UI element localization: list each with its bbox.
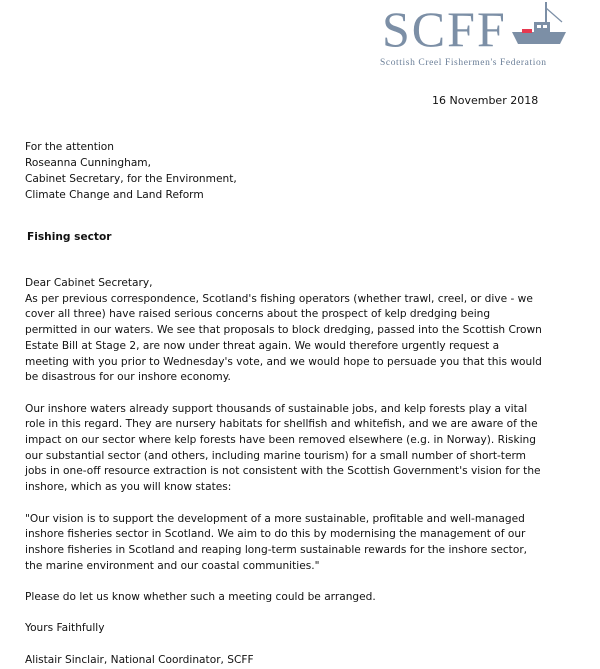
fishing-boat-icon (508, 0, 568, 60)
greeting: Dear Cabinet Secretary, (25, 277, 153, 289)
subject-line: Fishing sector (27, 231, 112, 243)
scff-logo: SCFF (382, 1, 507, 57)
paragraph-2: Our inshore waters already support thousands of sustainable jobs, and kelp forests play a vital role in this regard. They are nursery habitats for shellfish and whitefish, and we are aware of the impact on our sector where kelp forests have been removed elsewhere (e.g. in Norway). Risking our substantial sector (and others, including marine tourism) for a small number of short-term jobs in one-off resource extraction is not consistent with the Scottish Government's vision for the inshore, which as you will know states: (25, 402, 541, 494)
letter-date: 16 November 2018 (432, 94, 539, 107)
signoff: Yours Faithfully (25, 622, 105, 635)
recipient-block (25, 139, 237, 203)
letter-body (25, 276, 545, 669)
recipient-line: For the attention (25, 141, 114, 153)
paragraph-4: Please do let us know whether such a meeting could be arranged. (25, 591, 376, 604)
body-intro (25, 276, 545, 386)
paragraph-1: As per previous correspondence, Scotland's fishing operators (whether trawl, creel, or dive - we cover all three) have raised serious concerns about the prospect of kelp dredging being permitted in our waters. We see that proposals to block dredging, passed into the Scottish Crown Estate Bill at Stage 2, are now under threat again. We would therefore urgently request a meeting with you prior to Wednesday's vote, and we would hope to persuade you that this would be disastrous for our inshore economy. (25, 292, 542, 384)
letterhead (0, 0, 600, 80)
org-name: Scottish Creel Fishermen's Federation (380, 58, 547, 68)
recipient-name: Roseanna Cunningham, (25, 157, 151, 169)
recipient-line: Climate Change and Land Reform (25, 189, 204, 201)
recipient-line: Cabinet Secretary, for the Environment, (25, 173, 237, 185)
signature: Alistair Sinclair, National Coordinator, SCFF (25, 653, 254, 666)
quote-paragraph: "Our vision is to support the development of a more sustainable, profitable and well-managed inshore fisheries sector in Scotland. We aim to do this by modernising the management of our inshore fisheries in Scotland and reaping long-term sustainable rewards for the inshore sector, the marine environment and our coastal communities." (25, 512, 528, 572)
